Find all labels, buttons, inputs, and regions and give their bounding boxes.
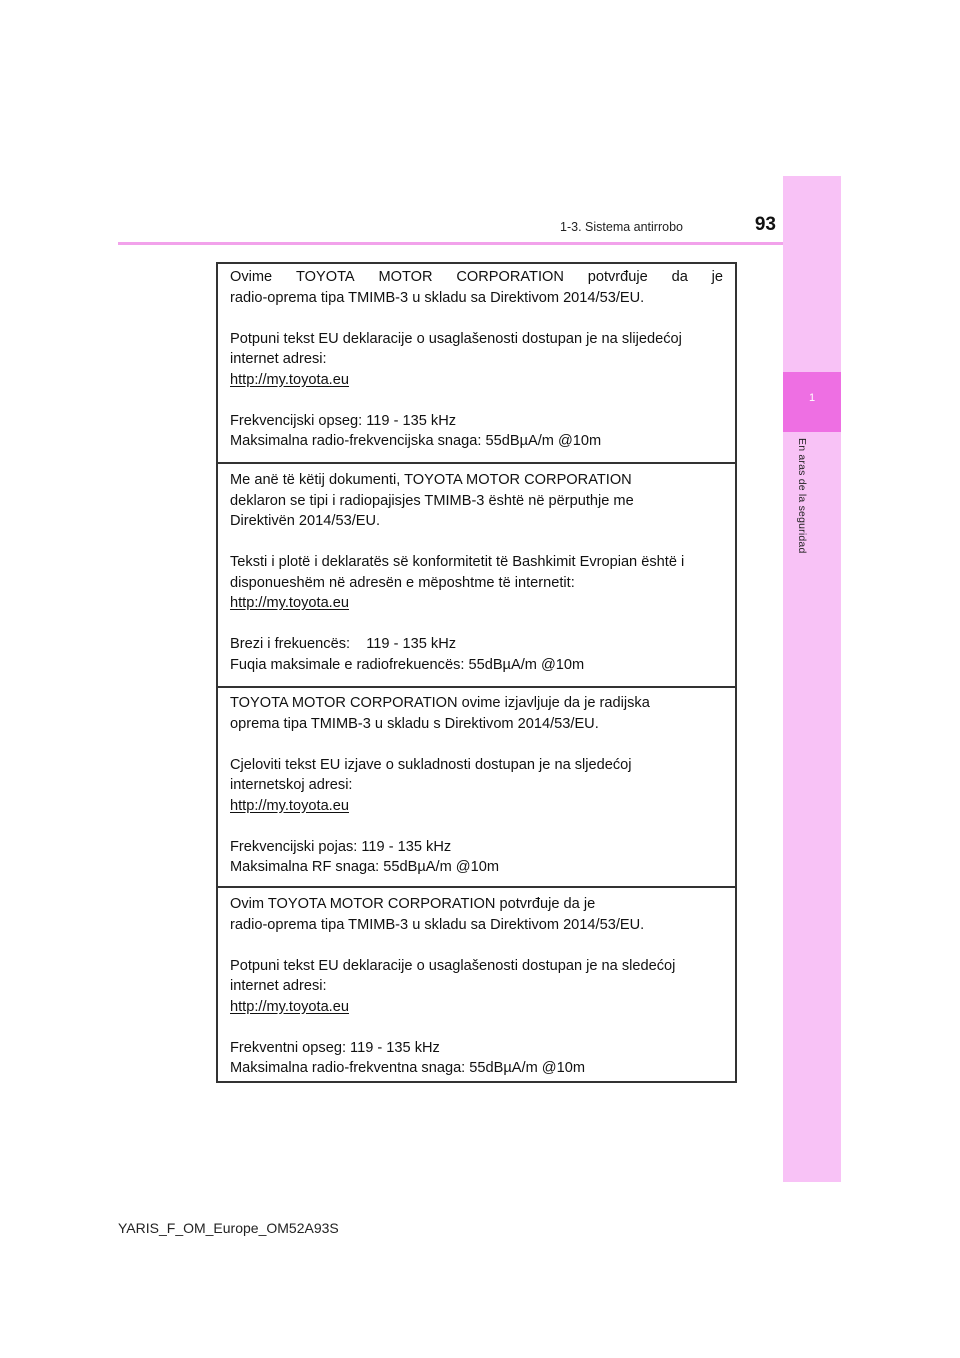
page-number: 93 [754,214,776,235]
declaration-line: Maksimalna radio-frekvencijska snaga: 55dBµA/m @10m [230,433,602,449]
declaration-section-albanian [216,470,737,675]
declaration-line: Frekvencijski pojas: 119 - 135 kHz [230,838,452,855]
justified-word: je [711,269,723,285]
declaration-line: Potpuni tekst EU deklaracije o usaglašenosti dostupan je na sledećoj [230,957,676,974]
declaration-line: internet adresi: [230,978,327,994]
declaration-line: oprema tipa TMIMB-3 u skladu s Direktivom 2014/53/EU. [230,715,599,732]
justified-word: potvrđuje [587,269,648,285]
declaration-line: deklaron se tipi i radiopajisjes TMIMB-3 është në përputhje me [230,492,634,509]
declaration-line: Me anë të këtij dokumenti, TOYOTA MOTOR CORPORATION [230,472,632,488]
toyota-declaration-link[interactable]: http://my.toyota.eu [230,371,349,388]
header-section-title: 1-3. Sistema antirrobo [560,220,683,234]
section-divider [216,462,737,464]
justified-word: Ovime [230,269,273,285]
declaration-line: radio-oprema tipa TMIMB-3 u skladu sa Direktivom 2014/53/EU. [230,289,645,306]
toyota-declaration-link[interactable]: http://my.toyota.eu [230,797,349,814]
declaration-line: Frekvencijski opseg: 119 - 135 kHz [230,412,457,429]
declaration-line: Teksti i plotë i deklaratës së konformitetit të Bashkimit Evropian është i [230,554,685,570]
header-rule [118,242,783,245]
declaration-line: internetskoj adresi: [230,777,353,793]
declaration-line: Fuqia maksimale e radiofrekuencës: 55dBµA/m @10m [230,656,585,673]
declaration-line: Cjeloviti tekst EU izjave o sukladnosti dostupan je na sljedećoj [230,756,632,773]
declaration-section-serbian [216,894,737,1079]
justified-word: TOYOTA [295,269,355,285]
justified-word: CORPORATION [456,269,564,285]
declaration-line: Maksimalna radio-frekventna snaga: 55dBµA/m @10m [230,1060,585,1076]
section-divider [216,686,737,688]
declaration-line: Direktivën 2014/53/EU. [230,513,381,529]
side-tab [783,176,841,1182]
declaration-line-justified [230,267,723,288]
declaration-line: radio-oprema tipa TMIMB-3 u skladu sa Direktivom 2014/53/EU. [230,916,645,933]
justified-word: MOTOR [378,269,433,285]
declaration-section-montenegrin [216,267,737,452]
toyota-declaration-link[interactable]: http://my.toyota.eu [230,998,349,1015]
section-divider [216,886,737,888]
declaration-line: Ovim TOYOTA MOTOR CORPORATION potvrđuje da je [230,896,596,912]
declaration-section-croatian [216,693,737,878]
declaration-line: Maksimalna RF snaga: 55dBµA/m @10m [230,859,499,875]
declaration-line: internet adresi: [230,351,327,367]
declaration-line: Potpuni tekst EU deklaracije o usaglašenosti dostupan je na slijedećoj [230,330,682,347]
side-tab-label: En aras de la seguridad [796,438,808,554]
side-tab-number: 1 [808,392,816,404]
declaration-line: Frekventni opseg: 119 - 135 kHz [230,1039,440,1056]
declaration-line: disponueshëm në adresën e mëposhtme të internetit: [230,574,575,591]
declaration-line: Brezi i frekuencës: 119 - 135 kHz [230,636,457,652]
toyota-declaration-link[interactable]: http://my.toyota.eu [230,595,349,611]
justified-word: da [671,269,688,285]
declaration-line: TOYOTA MOTOR CORPORATION ovime izjavljuje da je radijska [230,695,650,711]
document-id: YARIS_F_OM_Europe_OM52A93S [118,1220,339,1236]
